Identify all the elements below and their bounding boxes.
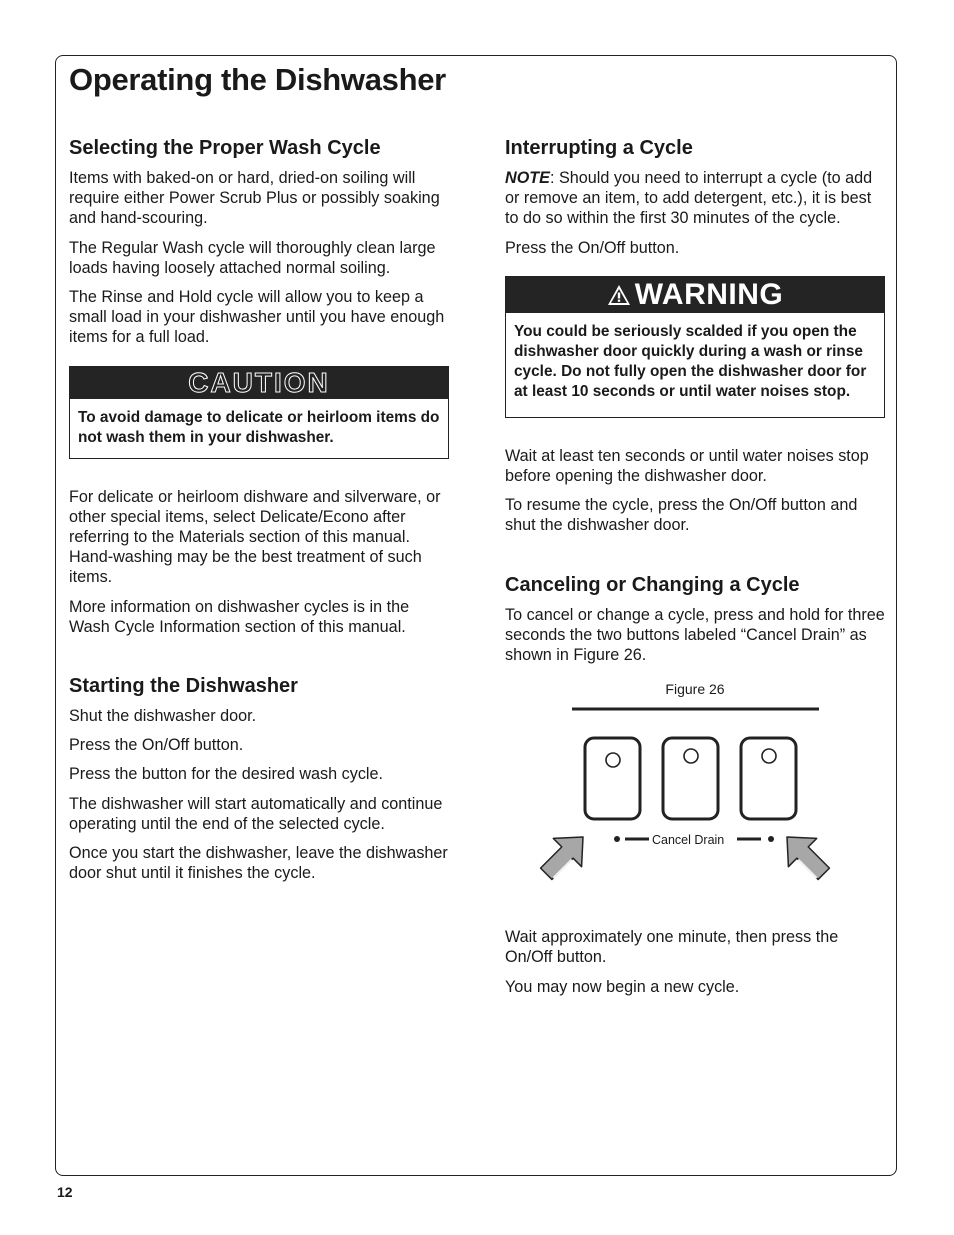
- interrupting-heading: Interrupting a Cycle: [505, 137, 693, 159]
- warning-text: You could be seriously scalded if you open the dishwasher door quickly during a wash or rinse cycle. Do not fully open the dishwasher door for at least 10 seconds or until water noises stop.: [514, 322, 867, 400]
- delicate-paragraph-1: For delicate or heirloom dishware and silverware, or other special items, select Delicate/Econo after referring to the Materials section of this manual. Hand-washing may be the best treatment of such items.: [69, 487, 441, 587]
- control-button-left[interactable]: [585, 738, 640, 819]
- warning-box: [505, 276, 885, 418]
- canceling-paragraph-3: You may now begin a new cycle.: [505, 977, 740, 996]
- cancel-drain-label: Cancel Drain: [652, 833, 725, 848]
- starting-paragraph-1: Shut the dishwasher door.: [69, 707, 257, 726]
- canceling-paragraph-1: To cancel or change a cycle, press and hold for three seconds the two buttons labeled “Cancel Drain” as shown in Figure 26.: [505, 605, 885, 665]
- warning-title: WARNING: [634, 277, 784, 311]
- figure-26: [505, 697, 885, 927]
- right-column: [505, 135, 885, 1006]
- caution-text: To avoid damage to delicate or heirloom items do not wash them in your dishwasher.: [78, 408, 440, 446]
- arrow-right-icon: [773, 823, 838, 888]
- interrupting-note: [505, 168, 885, 229]
- caution-title: CAUTION: [70, 367, 448, 399]
- selecting-paragraph-1: Items with baked-on or hard, dried-on soiling will require either Power Scrub Plus or possibly soaking and hand-scouring.: [69, 169, 440, 228]
- figure-caption: Figure 26: [665, 681, 725, 698]
- starting-heading: Starting the Dishwasher: [69, 675, 298, 698]
- after-warning-paragraph-2: To resume the cycle, press the On/Off button and shut the dishwasher door.: [505, 496, 858, 535]
- warning-triangle-icon: [607, 283, 631, 307]
- warning-header: [506, 277, 884, 313]
- left-column: [69, 135, 449, 892]
- canceling-heading: Canceling or Changing a Cycle: [505, 573, 800, 596]
- arrow-left-icon: [532, 823, 597, 888]
- caution-box: [69, 366, 449, 459]
- interrupting-paragraph-2: Press the On/Off button.: [505, 238, 680, 257]
- note-label: NOTE: [505, 169, 550, 187]
- cancel-dot-left: [614, 836, 620, 842]
- starting-paragraph-5: Once you start the dishwasher, leave the dishwasher door shut until it finishes the cycle.: [69, 844, 448, 883]
- page-number: 12: [57, 1184, 73, 1200]
- starting-paragraph-4: The dishwasher will start automatically and continue operating until the end of the selected cycle.: [69, 794, 443, 833]
- canceling-paragraph-2: Wait approximately one minute, then press the On/Off button.: [505, 928, 839, 967]
- starting-paragraph-3: Press the button for the desired wash cycle.: [69, 765, 384, 784]
- note-text: : Should you need to interrupt a cycle (to add or remove an item, to add detergent, etc.), it is best to do so within the first 30 minutes of the cycle.: [505, 169, 873, 228]
- starting-paragraph-2: Press the On/Off button.: [69, 736, 244, 755]
- page-title: Operating the Dishwasher: [69, 62, 446, 97]
- control-button-middle[interactable]: [663, 738, 718, 819]
- after-warning-paragraph-1: Wait at least ten seconds or until water noises stop before opening the dishwasher door.: [505, 446, 869, 486]
- selecting-heading: Selecting the Proper Wash Cycle: [69, 137, 381, 159]
- selecting-paragraph-2: The Regular Wash cycle will thoroughly clean large loads having loosely attached normal soiling.: [69, 238, 436, 277]
- cancel-dot-right: [768, 836, 774, 842]
- selecting-paragraph-3: The Rinse and Hold cycle will allow you to keep a small load in your dishwasher until you have enough items for a full load.: [69, 288, 445, 347]
- delicate-paragraph-2: More information on dishwasher cycles is in the Wash Cycle Information section of this manual.: [69, 597, 410, 636]
- control-button-right[interactable]: [741, 738, 796, 819]
